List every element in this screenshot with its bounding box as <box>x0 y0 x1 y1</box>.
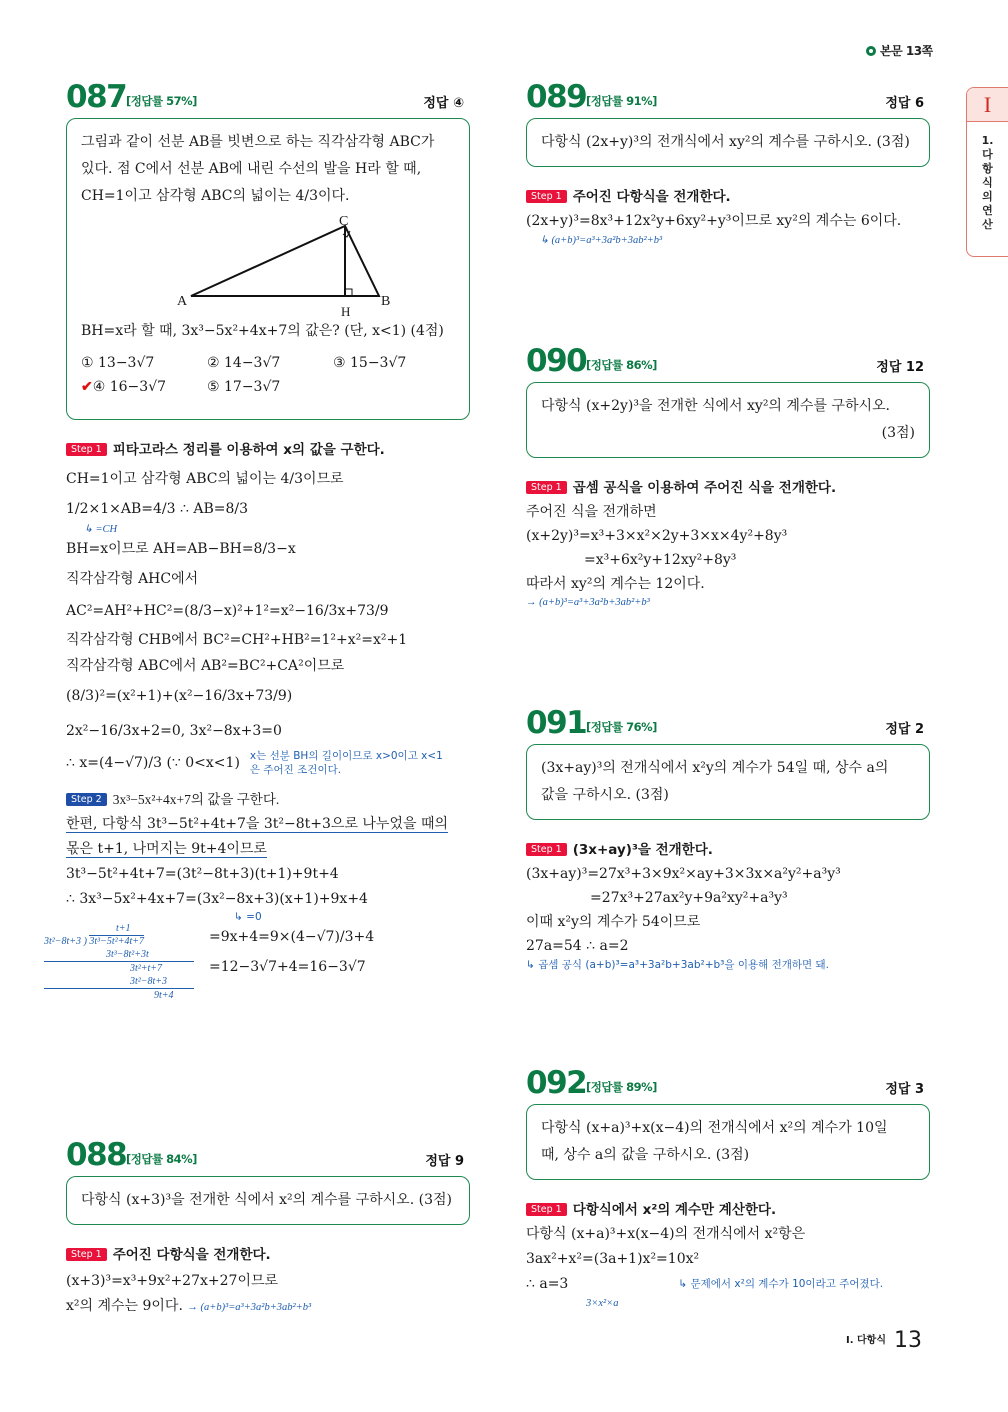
solution-line: =9x+4=9×(4−√7)/3+4 <box>209 929 375 945</box>
chapter-side-tab[interactable] <box>966 87 1008 257</box>
problem-header <box>526 706 930 740</box>
vertex-label-b: B <box>381 294 391 309</box>
question-box <box>526 118 930 167</box>
right-triangle-diagram <box>81 212 453 312</box>
solution-line: 3ax²+x²=(3a+1)x²=10x² <box>526 1251 700 1267</box>
annotation-condition: x는 선분 BH의 길이이므로 x>0이고 x<1은 주어진 조건이다. <box>249 750 443 776</box>
problem-header <box>526 80 930 114</box>
solution-line: (2x+y)³=8x³+12x²y+6xy²+y³이므로 xy²의 계수는 6이다. <box>526 213 902 229</box>
step1-header: Step 1 주어진 다항식을 전개한다. <box>526 185 930 205</box>
choice-2[interactable]: ② 14−3√7 <box>207 355 281 371</box>
question-line: 값을 구하시오. (3점) <box>541 787 669 803</box>
page-number: 13 <box>893 1328 922 1353</box>
step-badge: Step 1 <box>526 481 567 494</box>
problem-header <box>66 80 470 114</box>
solution-line: 다항식 (x+a)³+x(x−4)의 전개식에서 x²항은 <box>526 1226 806 1242</box>
page-footer <box>846 1328 922 1353</box>
step1-header: Step 1 피타고라스 정리를 이용하여 x의 값을 구한다. <box>66 438 470 458</box>
problem-number: 091 <box>526 705 587 741</box>
solution-line: 직각삼각형 ABC에서 AB²=BC²+CA²이므로 <box>66 658 345 674</box>
annotation-term: 3×x²×a <box>586 1298 619 1309</box>
question-line: (3x+ay)³의 전개식에서 x²y의 계수가 54일 때, 상수 a의 <box>541 760 889 776</box>
choice-1[interactable]: ① 13−3√7 <box>81 355 155 371</box>
accuracy-rate: [정답률 89%] <box>586 1080 657 1094</box>
question-line: CH=1이고 삼각형 ABC의 넓이는 4/3이다. <box>81 188 350 204</box>
formula-note: ↳ (a+b)³=a³+3a²b+3ab²+b³ <box>540 235 663 246</box>
annotation-ch: ↳ =CH <box>84 524 118 535</box>
step1-solution <box>526 209 930 248</box>
solution-line: AC²=AH²+HC²=(8/3−x)²+1²=x²−16/3x+73/9 <box>66 603 389 619</box>
problem-number: 088 <box>66 1137 127 1173</box>
problem-091 <box>526 706 930 972</box>
step-badge: Step 1 <box>66 1248 107 1261</box>
answer-choices <box>81 351 455 399</box>
solution-line: CH=1이고 삼각형 ABC의 넓이는 4/3이므로 <box>66 471 344 487</box>
solution-line: 직각삼각형 CHB에서 BC²=CH²+HB²=1²+x²=x²+1 <box>66 632 408 648</box>
question-box <box>526 744 930 820</box>
formula-note: ↳ 곱셈 공식 (a+b)³=a³+3a²b+3ab²+b³을 이용해 전개하면 돼. <box>526 959 830 971</box>
solution-line: 27a=54 ∴ a=2 <box>526 938 629 954</box>
step1-header: Step 1 주어진 다항식을 전개한다. <box>66 1243 470 1263</box>
question-box <box>526 382 930 458</box>
step1-solution <box>526 500 930 610</box>
solution-line: 따라서 xy²의 계수는 12이다. <box>526 576 705 592</box>
solution-line-with-note: ∴ a=3 ↳ 문제에서 x²의 계수가 10이라고 주어졌다. <box>526 1272 930 1297</box>
accuracy-rate: [정답률 76%] <box>586 720 657 734</box>
step1-solution <box>526 1222 930 1311</box>
chapter-roman-numeral: I <box>967 88 1008 122</box>
problem-090 <box>526 344 930 610</box>
formula-note: → (a+b)³=a³+3a²b+3ab²+b³ <box>187 1302 312 1313</box>
problem-number: 087 <box>66 79 127 115</box>
solution-line: 주어진 식을 전개하면 <box>526 504 657 520</box>
question-box <box>66 118 470 420</box>
solution-line: =x³+6x²y+12xy²+8y³ <box>584 552 737 568</box>
step-badge: Step 1 <box>526 190 567 203</box>
accuracy-rate: [정답률 57%] <box>126 94 197 108</box>
step2-solution <box>44 812 470 1002</box>
solution-line: 몫은 t+1, 나머지는 9t+4이므로 <box>66 841 267 857</box>
question-line: 때, 상수 a의 값을 구하시오. (3점) <box>541 1147 750 1163</box>
solution-line: (8/3)²=(x²+1)+(x²−16/3x+73/9) <box>66 688 293 704</box>
step-badge: Step 1 <box>526 843 567 856</box>
step1-solution <box>526 862 930 972</box>
problem-089 <box>526 80 930 248</box>
problem-number: 092 <box>526 1065 587 1101</box>
step-badge: Step 1 <box>526 1203 567 1216</box>
question-line: 그림과 같이 선분 AB를 빗변으로 하는 직각삼각형 ABC가 <box>81 134 435 150</box>
accuracy-rate: [정답률 86%] <box>586 358 657 372</box>
choice-3[interactable]: ③ 15−3√7 <box>333 355 407 371</box>
choice-5[interactable]: ⑤ 17−3√7 <box>207 379 281 395</box>
solution-line: =27x³+27ax²y+9a²xy²+a³y³ <box>590 890 788 906</box>
answer-label: 정답 6 <box>885 96 924 111</box>
solution-line: 이때 x²y의 계수가 54이므로 <box>526 914 701 930</box>
question-line: 있다. 점 C에서 선분 AB에 내린 수선의 발을 H라 할 때, <box>81 161 422 177</box>
step1-header: Step 1 곱셈 공식을 이용하여 주어진 식을 전개한다. <box>526 476 930 496</box>
solution-line-with-note: ∴ x=(4−√7)/3 (∵ 0<x<1) x는 선분 BH의 길이이므로 x>0이고 x<1은 주어진 조건이다. <box>66 748 470 778</box>
choice-4-selected[interactable]: ✔④ 16−3√7 <box>81 379 167 395</box>
step-badge: Step 2 <box>66 793 107 806</box>
vertex-label-h: H <box>341 304 351 319</box>
solution-line: (x+3)³=x³+9x²+27x+27이므로 <box>66 1273 279 1289</box>
problem-header <box>526 1066 930 1100</box>
problem-number: 090 <box>526 343 587 379</box>
question-line: 다항식 (x+a)³+x(x−4)의 전개식에서 x²의 계수가 10일 <box>541 1120 888 1136</box>
answer-label: 정답 2 <box>885 722 924 737</box>
step1-header: Step 1 다항식에서 x²의 계수만 계산한다. <box>526 1198 930 1218</box>
solution-line: 1/2×1×AB=4/3 ∴ AB=8/3 <box>66 501 249 517</box>
chapter-label: 1.다항식의연산 <box>981 134 994 231</box>
accuracy-rate: [정답률 91%] <box>586 94 657 108</box>
annotation-given: ↳ 문제에서 x²의 계수가 10이라고 주어졌다. <box>678 1278 884 1290</box>
question-line: 다항식 (x+3)³을 전개한 식에서 x²의 계수를 구하시오. (3점) <box>81 1192 452 1208</box>
solution-line: 한편, 다항식 3t³−5t²+4t+7을 3t²−8t+3으로 나누었을 때의 <box>66 816 449 832</box>
triangle-figure <box>81 212 455 319</box>
annotation-zero: ↳ =0 <box>234 911 262 923</box>
long-division-block <box>44 922 470 1002</box>
problem-088 <box>66 1138 470 1320</box>
page-reference: 본문 13쪽 <box>866 42 933 59</box>
question-line: 다항식 (x+2y)³을 전개한 식에서 xy²의 계수를 구하시오. <box>541 398 890 414</box>
solution-line: x²의 계수는 9이다. → (a+b)³=a³+3a²b+3ab²+b³ <box>66 1298 312 1314</box>
answer-label: 정답 9 <box>425 1154 464 1169</box>
solution-line: 3t³−5t²+4t+7=(3t²−8t+3)(t+1)+9t+4 <box>66 866 339 882</box>
accuracy-rate: [정답률 84%] <box>126 1152 197 1166</box>
long-division: t+1 3t²−8t+3 ) 3t³−5t²+4t+7 3t³−8t²+3t 3t²+t+7 3t²−8t+3 9t+4 <box>44 922 209 1002</box>
section-name: I. 다항식 <box>846 1335 886 1346</box>
question-box <box>526 1104 930 1180</box>
solution-line: BH=x이므로 AH=AB−BH=8/3−x <box>66 541 296 557</box>
solution-line: =12−3√7+4=16−3√7 <box>209 959 366 975</box>
solution-line: 직각삼각형 AHC에서 <box>66 571 199 587</box>
solution-line: 2x²−16/3x+2=0, 3x²−8x+3=0 <box>66 723 282 739</box>
problem-number: 089 <box>526 79 587 115</box>
vertex-label-c: C <box>339 214 349 229</box>
answer-label: 정답 ④ <box>423 96 464 111</box>
circle-bullet-icon <box>866 46 876 56</box>
problem-087 <box>44 79 470 1002</box>
problem-header <box>66 1138 470 1172</box>
answer-label: 정답 12 <box>876 360 924 375</box>
step2-header: Step 2 3x³−5x²+4x+7의 값을 구한다. <box>66 788 470 808</box>
question-line: BH=x라 할 때, 3x³−5x²+4x+7의 값은? (단, x<1) (4점) <box>81 323 444 339</box>
problem-092 <box>526 1066 930 1311</box>
solution-line: (3x+ay)³=27x³+3×9x²×ay+3×3x×a²y²+a³y³ <box>526 866 841 882</box>
step1-header: Step 1 (3x+ay)³을 전개한다. <box>526 838 930 858</box>
step-badge: Step 1 <box>66 443 107 456</box>
solution-line: ∴ 3x³−5x²+4x+7=(3x²−8x+3)(x+1)+9x+4 <box>66 891 368 907</box>
vertex-label-a: A <box>177 294 188 309</box>
solution-line: (x+2y)³=x³+3×x²×2y+3×x×4y²+8y³ <box>526 528 788 544</box>
question-line: (3점) <box>881 425 915 441</box>
step1-solution <box>66 464 470 778</box>
answer-label: 정답 3 <box>885 1082 924 1097</box>
question-line: 다항식 (2x+y)³의 전개식에서 xy²의 계수를 구하시오. (3점) <box>541 134 910 150</box>
question-box <box>66 1176 470 1225</box>
step1-solution <box>66 1269 470 1320</box>
formula-note: → (a+b)³=a³+3a²b+3ab²+b³ <box>526 597 650 608</box>
checkmark-icon: ✔ <box>81 379 93 395</box>
problem-header <box>526 344 930 378</box>
